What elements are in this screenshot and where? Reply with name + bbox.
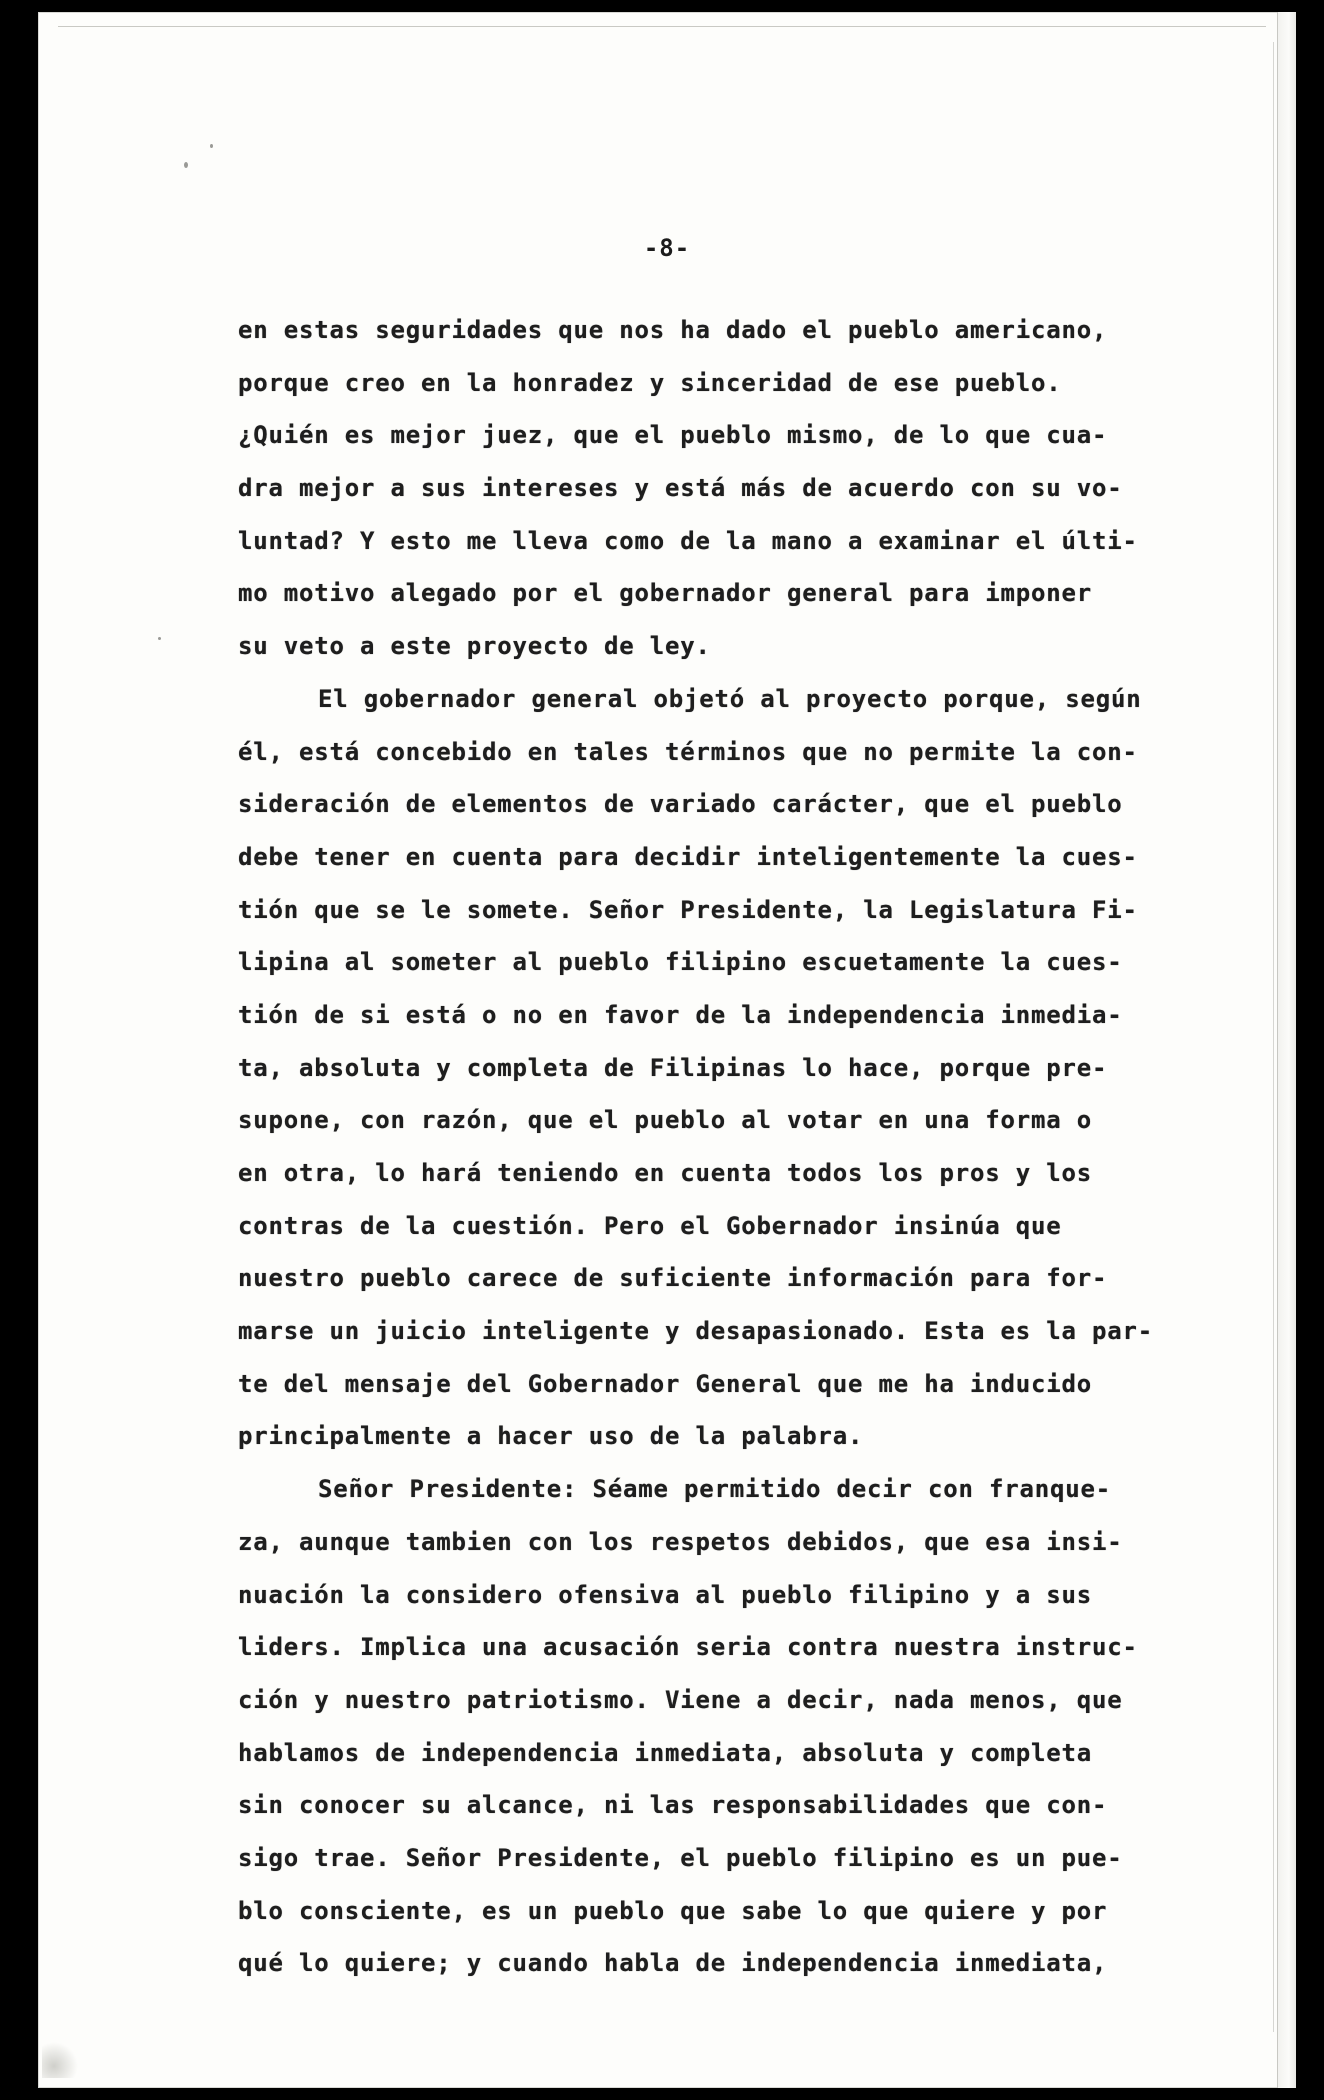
- text-line: sideración de elementos de variado carácter, que el pueblo: [238, 790, 1123, 819]
- text-line: su veto a este proyecto de ley.: [238, 632, 711, 661]
- text-line: en estas seguridades que nos ha dado el pueblo americano,: [238, 316, 1108, 344]
- page-number: -8-: [643, 234, 691, 262]
- text-line: porque creo en la honradez y sinceridad de ese pueblo.: [238, 368, 1062, 397]
- text-line: qué lo quiere; y cuando habla de independencia inmediata,: [238, 1949, 1108, 1978]
- text-line: marse un juicio inteligente y desapasionado. Esta es la par-: [238, 1317, 1153, 1346]
- body-text: [238, 304, 1238, 1990]
- text-line: nuación la considero ofensiva al pueblo filipino y a sus: [238, 1580, 1092, 1609]
- text-line: contras de la cuestión. Pero el Gobernador insinúa que: [238, 1211, 1062, 1240]
- text-line: en otra, lo hará teniendo en cuenta todos los pros y los: [238, 1159, 1092, 1187]
- right-edge-fold-line: [1273, 42, 1274, 2032]
- text-line: za, aunque tambien con los respetos debidos, que esa insi-: [238, 1527, 1123, 1556]
- text-line: luntad? Y esto me lleva como de la mano a examinar el últi-: [238, 526, 1138, 555]
- text-line: tión que se le somete. Señor Presidente, la Legislatura Fi-: [238, 895, 1138, 924]
- text-line: ta, absoluta y completa de Filipinas lo hace, porque pre-: [238, 1053, 1108, 1082]
- text-line: nuestro pueblo carece de suficiente información para for-: [238, 1264, 1108, 1293]
- paragraph-start-line: Señor Presidente: Séame permitido decir con franque-: [318, 1475, 1111, 1504]
- top-edge-rule: [58, 26, 1266, 27]
- text-line: sin conocer su alcance, ni las responsabilidades que con-: [238, 1791, 1108, 1820]
- text-line: blo consciente, es un pueblo que sabe lo que quiere y por: [238, 1896, 1108, 1925]
- text-line: liders. Implica una acusación seria contra nuestra instruc-: [238, 1633, 1138, 1662]
- text-line: principalmente a hacer uso de la palabra.: [238, 1422, 864, 1451]
- paragraph-start-line: El gobernador general objetó al proyecto porque, según: [318, 684, 1142, 713]
- corner-smudge: [42, 2038, 82, 2078]
- text-line: hablamos de independencia inmediata, absoluta y completa: [238, 1738, 1092, 1767]
- text-line: ción y nuestro patriotismo. Viene a decir, nada menos, que: [238, 1685, 1123, 1714]
- right-edge-strip: [1277, 12, 1296, 2088]
- text-line: tión de si está o no en favor de la independencia inmedia-: [238, 1000, 1123, 1029]
- text-line: dra mejor a sus intereses y está más de acuerdo con su vo-: [238, 474, 1123, 503]
- paper-speck: [210, 144, 213, 148]
- text-line: debe tener en cuenta para decidir inteligentemente la cues-: [238, 842, 1138, 871]
- text-line: lipina al someter al pueblo filipino escuetamente la cues-: [238, 948, 1123, 977]
- document-page: [38, 12, 1296, 2088]
- text-line: supone, con razón, que el pueblo al votar en una forma o: [238, 1106, 1092, 1135]
- paper-speck: [184, 162, 188, 168]
- text-line: ¿Quién es mejor juez, que el pueblo mismo, de lo que cua-: [238, 421, 1108, 450]
- text-line: te del mensaje del Gobernador General que me ha inducido: [238, 1369, 1092, 1398]
- text-line: mo motivo alegado por el gobernador general para imponer: [238, 579, 1092, 608]
- text-line: sigo trae. Señor Presidente, el pueblo filipino es un pue-: [238, 1843, 1123, 1872]
- paper-speck: [158, 637, 161, 640]
- text-line: él, está concebido en tales términos que no permite la con-: [238, 737, 1138, 766]
